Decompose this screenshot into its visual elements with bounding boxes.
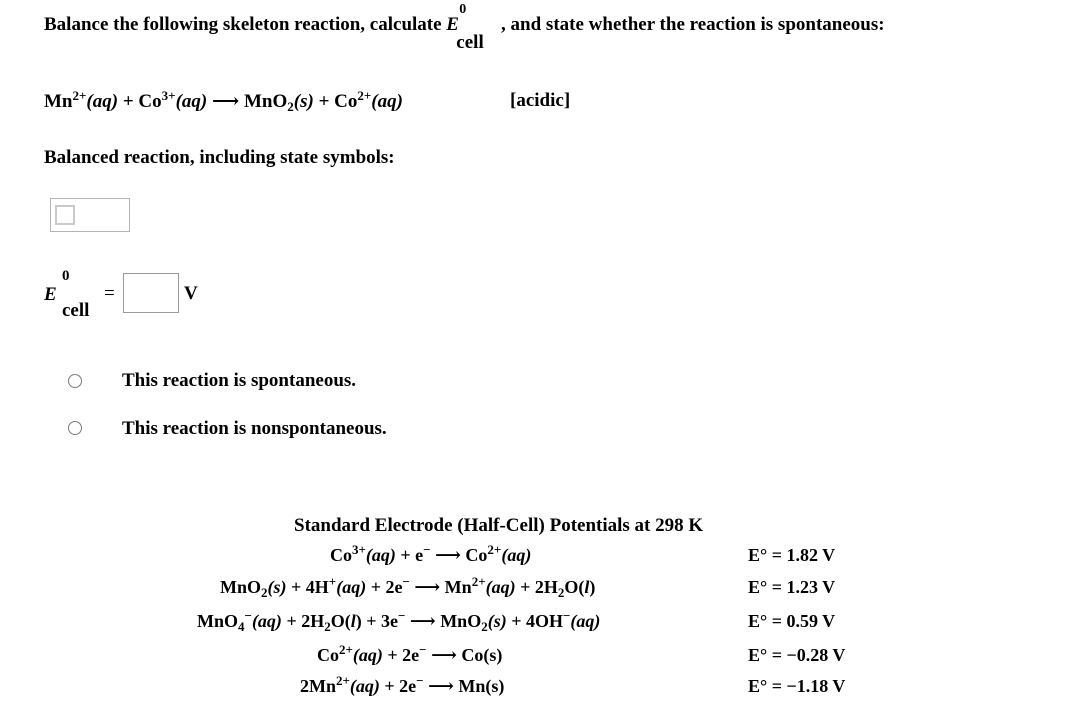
balanced-reaction-input[interactable] [50,198,130,232]
r1-h: (aq) [501,545,532,565]
r1-g: 2+ [487,542,502,557]
skel-sub2: 2 [287,99,294,114]
skel-mn: Mn [44,91,73,112]
ecell-e: E [446,14,459,35]
ecell-row-zero: 0 [62,268,70,284]
r4-d: + 2e [382,645,420,665]
r2-h: − [402,574,410,589]
r2-d: + 4H [286,577,329,597]
skel-aq1: (aq) [86,91,119,112]
question-prompt [44,2,885,53]
r2-o: l [584,577,590,597]
half-reaction-3 [197,608,601,634]
spontaneous-radio[interactable] [68,374,82,388]
skel-arrow: ⟶ MnO [211,91,288,112]
potential-2: E° = 1.23 V [748,577,836,597]
potentials-table-title: Standard Electrode (Half-Cell) Potentials at 298 K [294,515,704,536]
r3-p: (aq) [570,611,601,631]
r2-k: (aq) [485,577,516,597]
r1-c: (aq) [365,545,396,565]
r3-l: 2 [481,619,488,634]
r4-c: (aq) [352,645,383,665]
potential-1: E° = 1.82 V [748,545,836,565]
math-template-icon [55,205,75,225]
ecell-unit: V [184,283,198,304]
prompt-comma: , [501,14,506,35]
r1-b: 3+ [352,542,366,557]
ecell-zero: 0 [459,2,467,17]
balanced-reaction-label: Balanced reaction, including state symbols: [44,147,395,168]
r5-e: − [416,673,424,688]
r2-p: ) [589,577,596,597]
skel-plus2: + Co [318,91,358,112]
half-reaction-5 [300,673,505,697]
r5-b: 2+ [336,673,350,688]
r3-c: − [244,608,252,623]
r5-a: 2Mn [300,676,336,696]
r2-n: O( [564,577,585,597]
r3-o: − [562,608,571,623]
r4-a: Co [317,645,339,665]
prompt-text-2: and state whether the reaction is spontaneous: [510,14,885,35]
r2-e: + [328,574,337,589]
ecell-value-input[interactable] [123,273,179,313]
skel-co2-charge: 2+ [357,88,372,103]
r3-f: 2 [324,619,331,634]
half-reaction-4 [317,642,503,666]
r2-i: ⟶ Mn [409,577,472,597]
potential-4: E° = −0.28 V [748,645,846,665]
skel-mn-charge: 2+ [72,88,87,103]
potential-5: E° = −1.18 V [748,676,846,696]
r2-a: MnO [220,577,262,597]
skel-aq2: (aq) [175,91,208,112]
r3-g: O( [330,611,351,631]
r1-d: + e [395,545,424,565]
r2-b: 2 [261,585,268,600]
r1-e: − [423,542,431,557]
r2-j: 2+ [471,574,486,589]
skel-plus1: + Co [122,91,162,112]
r3-h: l [350,611,356,631]
r2-g: + 2e [366,577,403,597]
nonspontaneous-radio[interactable] [68,421,82,435]
skel-aq3: (aq) [371,91,403,112]
half-reaction-1 [330,542,532,566]
ecell-symbol [446,2,486,53]
r4-b: 2+ [339,642,353,657]
r3-a: MnO [197,611,239,631]
ecell-row-equals: = [104,283,115,304]
r3-d: (aq) [251,611,282,631]
r2-m: 2 [557,585,565,600]
ecell-row-e: E [44,284,57,305]
prompt-text-1: Balance the following skeleton reaction, calculate [44,14,442,35]
half-reaction-2 [220,574,596,600]
ecell-row-cell: cell [62,300,90,321]
nonspontaneous-label[interactable]: This reaction is nonspontaneous. [122,418,387,439]
r5-d: + 2e [379,676,417,696]
r2-c: (s) [267,577,287,597]
r5-f: ⟶ Mn(s) [423,676,505,696]
r4-f: ⟶ Co(s) [426,645,503,665]
r3-k: ⟶ MnO [405,611,482,631]
potential-3: E° = 0.59 V [748,611,836,631]
r3-m: (s) [487,611,507,631]
r3-j: − [397,608,406,623]
spontaneous-label[interactable]: This reaction is spontaneous. [122,370,357,391]
r3-e: + 2H [281,611,325,631]
skel-co-charge: 3+ [161,88,176,103]
r3-b: 4 [238,619,245,634]
r1-a: Co [330,545,352,565]
skel-s: (s) [293,91,314,112]
skeleton-reaction [44,90,403,113]
r5-c: (aq) [349,676,380,696]
ecell-cell: cell [456,32,484,53]
reaction-condition: [acidic] [510,90,571,111]
r1-f: ⟶ Co [430,545,488,565]
r2-f: (aq) [336,577,367,597]
r3-n: + 4OH [506,611,563,631]
r3-i: ) + 3e [355,611,398,631]
r2-l: + 2H [515,577,558,597]
r4-e: − [419,642,427,657]
